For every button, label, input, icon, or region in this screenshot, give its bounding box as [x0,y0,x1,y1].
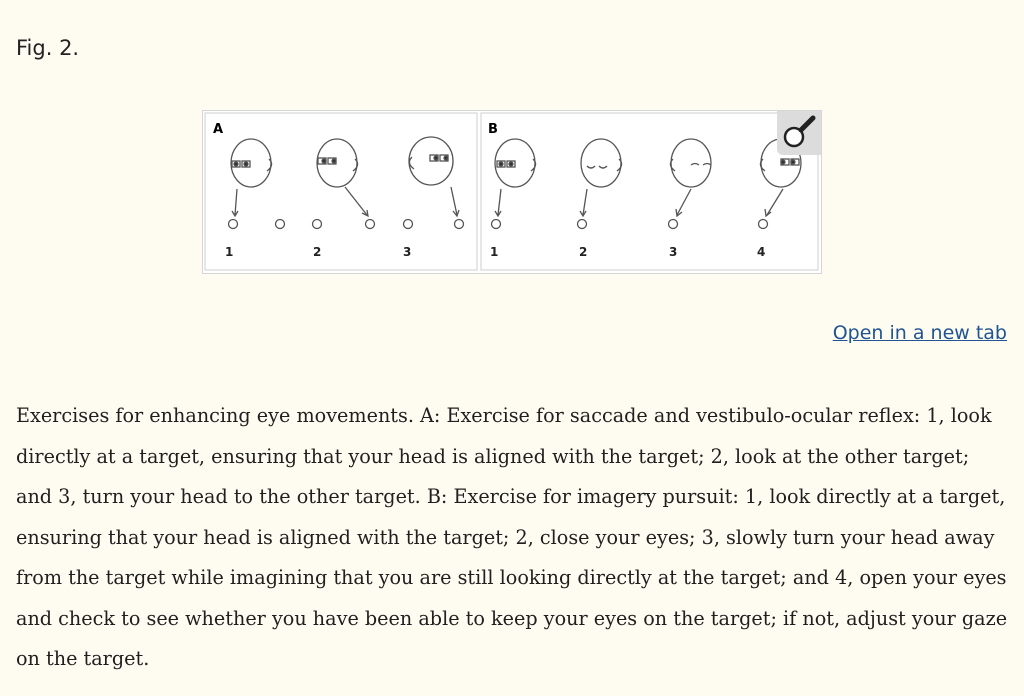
panel-b [481,113,818,270]
panel-b-label: B [488,122,498,137]
figure-caption: Exercises for enhancing eye movements. A: Exercise for saccade and vestibulo-ocular reflex: 1, look directly at a target, ensuring that your head is aligned with the target; 2, look at the other target; and 3, turn your head to the other target. B: Exercise for imagery pursuit: 1, look directly at a target, ensuring that your head is aligned with the target; 2, close your eyes; 3, slowly turn your head away from the target while imagining that you are still looking directly at the target; and 4, open your eyes and check to see whether you have been able to keep your eyes on the target; if not, adjust your gaze on the target. [16,404,1008,670]
panel-a-label: A [213,122,224,137]
figure-image[interactable] [202,110,822,274]
zoom-button[interactable] [777,111,821,155]
step-b3: 3 [669,245,678,259]
step-a1: 1 [225,245,234,259]
panel-a [205,113,477,270]
magnifier-icon [777,111,821,155]
step-b1: 1 [490,245,499,259]
step-b4: 4 [757,245,766,259]
open-in-new-tab-link[interactable]: Open in a new tab [832,322,1007,344]
step-b2: 2 [579,245,588,259]
step-a2: 2 [313,245,322,259]
figure-label: Fig. 2. [16,36,80,60]
eye-exercise-illustration [203,111,821,273]
step-a3: 3 [403,245,412,259]
